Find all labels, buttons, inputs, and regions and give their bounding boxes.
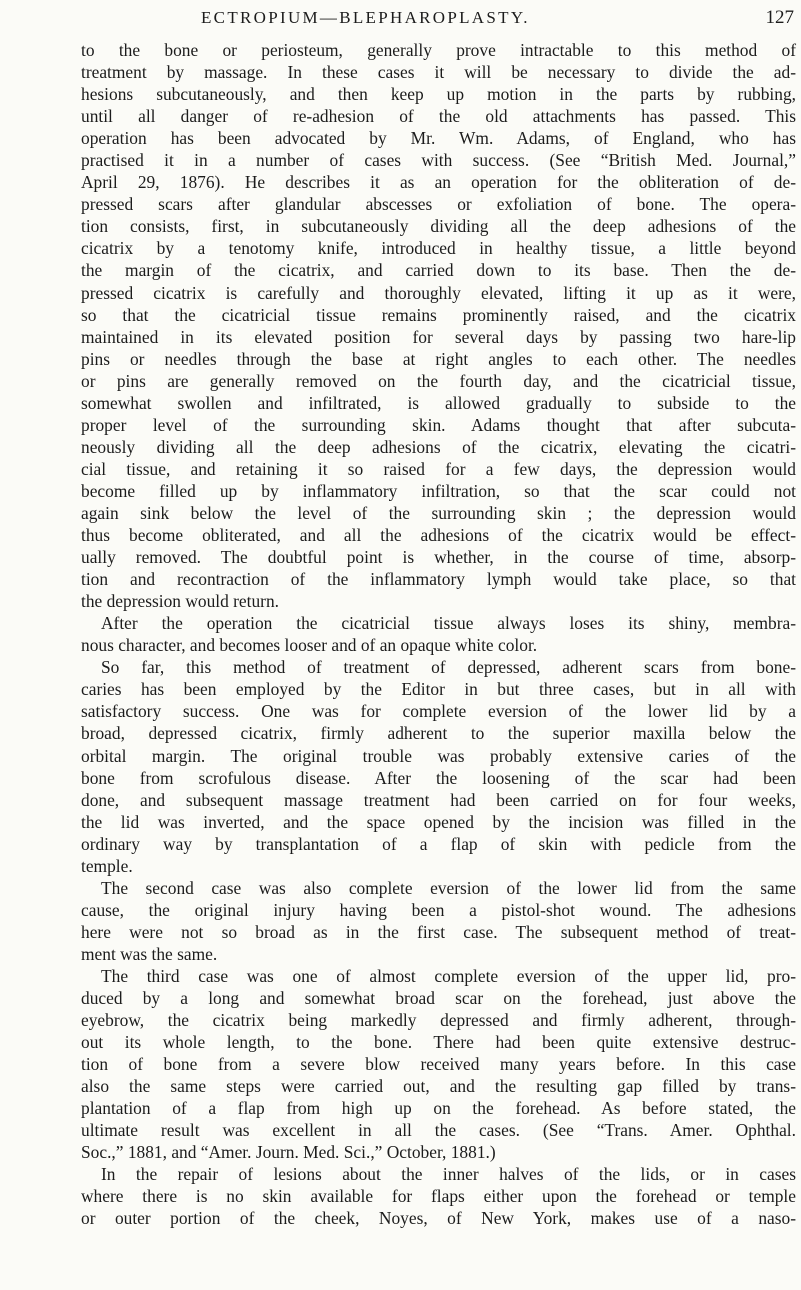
- text-line: cicatrix by a tenotomy knife, introduced in healthy tissue, a little beyond: [81, 238, 796, 259]
- text-line: treatment by massage. In these cases it will be necessary to divide the ad-: [81, 62, 796, 83]
- text-line: April 29, 1876). He describes it as an operation for the obliteration of de-: [81, 172, 796, 193]
- text-line: practised it in a number of cases with success. (See “British Med. Journal,”: [81, 150, 796, 171]
- text-line: satisfactory success. One was for complete eversion of the lower lid by a: [81, 701, 796, 722]
- text-line: Soc.,” 1881, and “Amer. Journ. Med. Sci.,” October, 1881.): [81, 1142, 496, 1163]
- text-line: the lid was inverted, and the space opened by the incision was filled in the: [81, 811, 796, 832]
- text-line: or outer portion of the cheek, Noyes, of New York, makes use of a naso-: [81, 1208, 796, 1229]
- text-line: plantation of a flap from high up on the forehead. As before stated, the: [81, 1098, 796, 1119]
- text-line: cial tissue, and retaining it so raised for a few days, the depression would: [81, 458, 796, 479]
- running-title: ECTROPIUM—BLEPHAROPLASTY.: [201, 8, 530, 27]
- text-line: again sink below the level of the surrounding skin ; the depression would: [81, 502, 796, 523]
- text-line: pins or needles through the base at right angles to each other. The needles: [81, 348, 796, 369]
- text-line: also the same steps were carried out, and the resulting gap filled by trans-: [81, 1076, 796, 1097]
- text-line: proper level of the surrounding skin. Adams thought that after subcuta-: [81, 414, 796, 435]
- text-line: ment was the same.: [81, 943, 218, 964]
- text-line: ultimate result was excellent in all the cases. (See “Trans. Amer. Ophthal.: [81, 1120, 796, 1141]
- text-line: pressed scars after glandular abscesses or exfoliation of bone. The opera-: [81, 194, 796, 215]
- text-line: operation has been advocated by Mr. Wm. Adams, of England, who has: [81, 128, 796, 149]
- text-line: In the repair of lesions about the inner halves of the lids, or in cases: [101, 1164, 796, 1185]
- text-line: so that the cicatricial tissue remains prominently raised, and the cicatrix: [81, 304, 796, 325]
- text-line: cause, the original injury having been a pistol-shot wound. The adhesions: [81, 899, 796, 920]
- text-line: maintained in its elevated position for several days by passing two hare-lip: [81, 326, 796, 347]
- text-line: orbital margin. The original trouble was probably extensive caries of the: [81, 745, 796, 766]
- text-line: tion and recontraction of the inflammatory lymph would take place, so that: [81, 569, 796, 590]
- text-line: to the bone or periosteum, generally prove intractable to this method of: [81, 40, 796, 60]
- text-line: So far, this method of treatment of depressed, adherent scars from bone-: [101, 657, 796, 678]
- text-line: After the operation the cicatricial tissue always loses its shiny, membra-: [101, 613, 796, 634]
- text-line: out its whole length, to the bone. There had been quite extensive destruc-: [81, 1032, 796, 1053]
- text-line: the depression would return.: [81, 591, 280, 612]
- text-line: thus become obliterated, and all the adhesions of the cicatrix would be effect-: [81, 525, 796, 546]
- text-line: until all danger of re-adhesion of the old attachments has passed. This: [81, 106, 796, 127]
- text-line: eyebrow, the cicatrix being markedly depressed and firmly adherent, through-: [81, 1010, 796, 1031]
- text-line: broad, depressed cicatrix, firmly adherent to the superior maxilla below the: [81, 723, 796, 744]
- text-line: become filled up by inflammatory infiltration, so that the scar could not: [81, 480, 796, 501]
- text-line: bone from scrofulous disease. After the loosening of the scar had been: [81, 767, 796, 788]
- text-line: or pins are generally removed on the fourth day, and the cicatricial tissue,: [81, 370, 796, 391]
- text-line: caries has been employed by the Editor in but three cases, but in all with: [81, 679, 796, 700]
- text-line: nous character, and becomes looser and of an opaque white color.: [81, 635, 538, 656]
- text-line: tion of bone from a severe blow received many years before. In this case: [81, 1054, 796, 1075]
- text-line: The second case was also complete eversion of the lower lid from the same: [101, 877, 796, 898]
- running-head: [81, 8, 796, 36]
- text-line: tion consists, first, in subcutaneously dividing all the deep adhesions of the: [81, 216, 796, 237]
- text-line: The third case was one of almost complete eversion of the upper lid, pro-: [101, 965, 796, 986]
- body-text: [81, 39, 796, 1230]
- page-number: 127: [765, 7, 794, 28]
- text-line: pressed cicatrix is carefully and thoroughly elevated, lifting it up as it were,: [81, 282, 796, 303]
- text-line: neously dividing all the deep adhesions of the cicatrix, elevating the cicatri-: [81, 436, 796, 457]
- text-line: hesions subcutaneously, and then keep up motion in the parts by rubbing,: [81, 84, 796, 105]
- text-line: ordinary way by transplantation of a flap of skin with pedicle from the: [81, 833, 796, 854]
- text-line: somewhat swollen and infiltrated, is allowed gradually to subside to the: [81, 392, 796, 413]
- text-line: here were not so broad as in the first case. The subsequent method of treat-: [81, 921, 796, 942]
- text-line: done, and subsequent massage treatment had been carried on for four weeks,: [81, 789, 796, 810]
- text-line: ually removed. The doubtful point is whether, in the course of time, absorp-: [81, 547, 796, 568]
- text-line: temple.: [81, 855, 133, 876]
- text-line: the margin of the cicatrix, and carried down to its base. Then the de-: [81, 260, 796, 281]
- text-line: where there is no skin available for flaps either upon the forehead or temple: [81, 1186, 796, 1207]
- text-line: duced by a long and somewhat broad scar on the forehead, just above the: [81, 988, 796, 1009]
